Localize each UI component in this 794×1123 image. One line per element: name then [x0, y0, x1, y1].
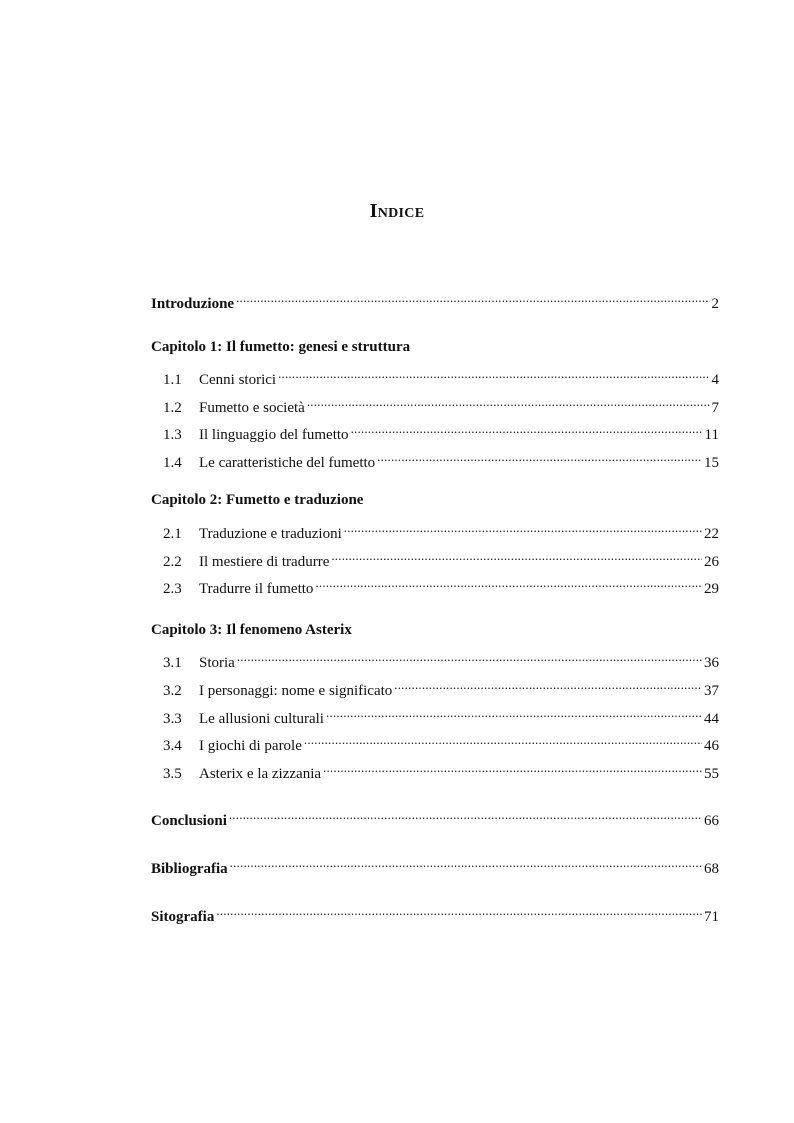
- toc-entry-3-4[interactable]: [163, 730, 719, 754]
- toc-entry-label: Traduzione e traduzioni: [199, 526, 342, 542]
- toc-entry-label: Conclusioni: [151, 813, 227, 829]
- toc-entry-page: 26: [704, 554, 719, 570]
- toc-entry-2-3[interactable]: [163, 573, 719, 597]
- section-number: 3.1: [163, 655, 182, 671]
- section-number: 2.2: [163, 554, 182, 570]
- dot-leader: [236, 288, 709, 308]
- toc-entry-introduzione[interactable]: [151, 288, 719, 312]
- section-number: 1.3: [163, 427, 182, 443]
- section-number: 1.2: [163, 400, 182, 416]
- toc-entry-3-2[interactable]: [163, 675, 719, 699]
- dot-leader: [315, 573, 702, 593]
- chapter-heading-1[interactable]: Capitolo 1: Il fumetto: genesi e struttura: [151, 339, 411, 355]
- toc-entry-label: Il mestiere di tradurre: [199, 554, 330, 570]
- dot-leader: [216, 901, 702, 921]
- toc-entry-page: 11: [704, 427, 719, 443]
- page-title: Indice: [369, 200, 425, 222]
- toc-entry-1-4[interactable]: [163, 447, 719, 471]
- toc-entry-page: 46: [704, 738, 719, 754]
- dot-leader: [229, 805, 702, 825]
- toc-entry-page: 37: [704, 683, 719, 699]
- toc-entry-label: Le allusioni culturali: [199, 711, 324, 727]
- toc-entry-label: I personaggi: nome e significato: [199, 683, 393, 699]
- dot-leader: [230, 853, 702, 873]
- toc-entry-2-1[interactable]: [163, 518, 719, 542]
- chapter-heading-2[interactable]: Capitolo 2: Fumetto e traduzione: [151, 492, 364, 508]
- toc-entry-page: 15: [704, 455, 719, 471]
- toc-entry-page: 55: [704, 766, 719, 782]
- dot-leader: [344, 518, 702, 538]
- dot-leader: [377, 447, 702, 467]
- section-number: 1.1: [163, 372, 182, 388]
- dot-leader: [323, 758, 702, 778]
- section-number: 2.1: [163, 526, 182, 542]
- section-number: 3.5: [163, 766, 182, 782]
- dot-leader: [331, 546, 702, 566]
- toc-entry-page: 22: [704, 526, 719, 542]
- section-number: 3.2: [163, 683, 182, 699]
- dot-leader: [326, 703, 702, 723]
- toc-entry-page: 68: [704, 861, 719, 877]
- toc-entry-page: 4: [711, 372, 719, 388]
- toc-entry-1-2[interactable]: [163, 392, 719, 416]
- toc-entry-page: 36: [704, 655, 719, 671]
- dot-leader: [237, 647, 702, 667]
- toc-entry-label: Tradurre il fumetto: [199, 581, 314, 597]
- toc-entry-label: Sitografia: [151, 909, 215, 925]
- toc-entry-page: 7: [711, 400, 719, 416]
- toc-entry-1-1[interactable]: [163, 364, 719, 388]
- toc-entry-sitografia[interactable]: [151, 901, 719, 925]
- dot-leader: [351, 419, 703, 439]
- toc-entry-3-5[interactable]: [163, 758, 719, 782]
- toc-entry-2-2[interactable]: [163, 546, 719, 570]
- dot-leader: [394, 675, 702, 695]
- section-number: 2.3: [163, 581, 182, 597]
- toc-entry-page: 29: [704, 581, 719, 597]
- toc-entry-page: 71: [704, 909, 719, 925]
- toc-entry-page: 66: [704, 813, 719, 829]
- dot-leader: [307, 392, 710, 412]
- dot-leader: [304, 730, 702, 750]
- toc-entry-page: 2: [711, 296, 719, 312]
- toc-entry-label: Introduzione: [151, 296, 235, 312]
- section-number: 3.3: [163, 711, 182, 727]
- toc-entry-3-3[interactable]: [163, 703, 719, 727]
- toc-entry-page: 44: [704, 711, 719, 727]
- toc-entry-label: I giochi di parole: [199, 738, 302, 754]
- section-number: 3.4: [163, 738, 182, 754]
- toc-entry-conclusioni[interactable]: [151, 805, 719, 829]
- toc-entry-1-3[interactable]: [163, 419, 719, 443]
- dot-leader: [278, 364, 709, 384]
- toc-entry-label: Fumetto e società: [199, 400, 305, 416]
- toc-entry-label: Bibliografia: [151, 861, 228, 877]
- chapter-heading-3[interactable]: Capitolo 3: Il fenomeno Asterix: [151, 622, 352, 638]
- toc-entry-label: Asterix e la zizzania: [199, 766, 322, 782]
- section-number: 1.4: [163, 455, 182, 471]
- toc-entry-label: Cenni storici: [199, 372, 277, 388]
- toc-entry-label: Storia: [199, 655, 235, 671]
- toc-entry-label: Il linguaggio del fumetto: [199, 427, 349, 443]
- toc-entry-bibliografia[interactable]: [151, 853, 719, 877]
- toc-entry-label: Le caratteristiche del fumetto: [199, 455, 376, 471]
- toc-entry-3-1[interactable]: [163, 647, 719, 671]
